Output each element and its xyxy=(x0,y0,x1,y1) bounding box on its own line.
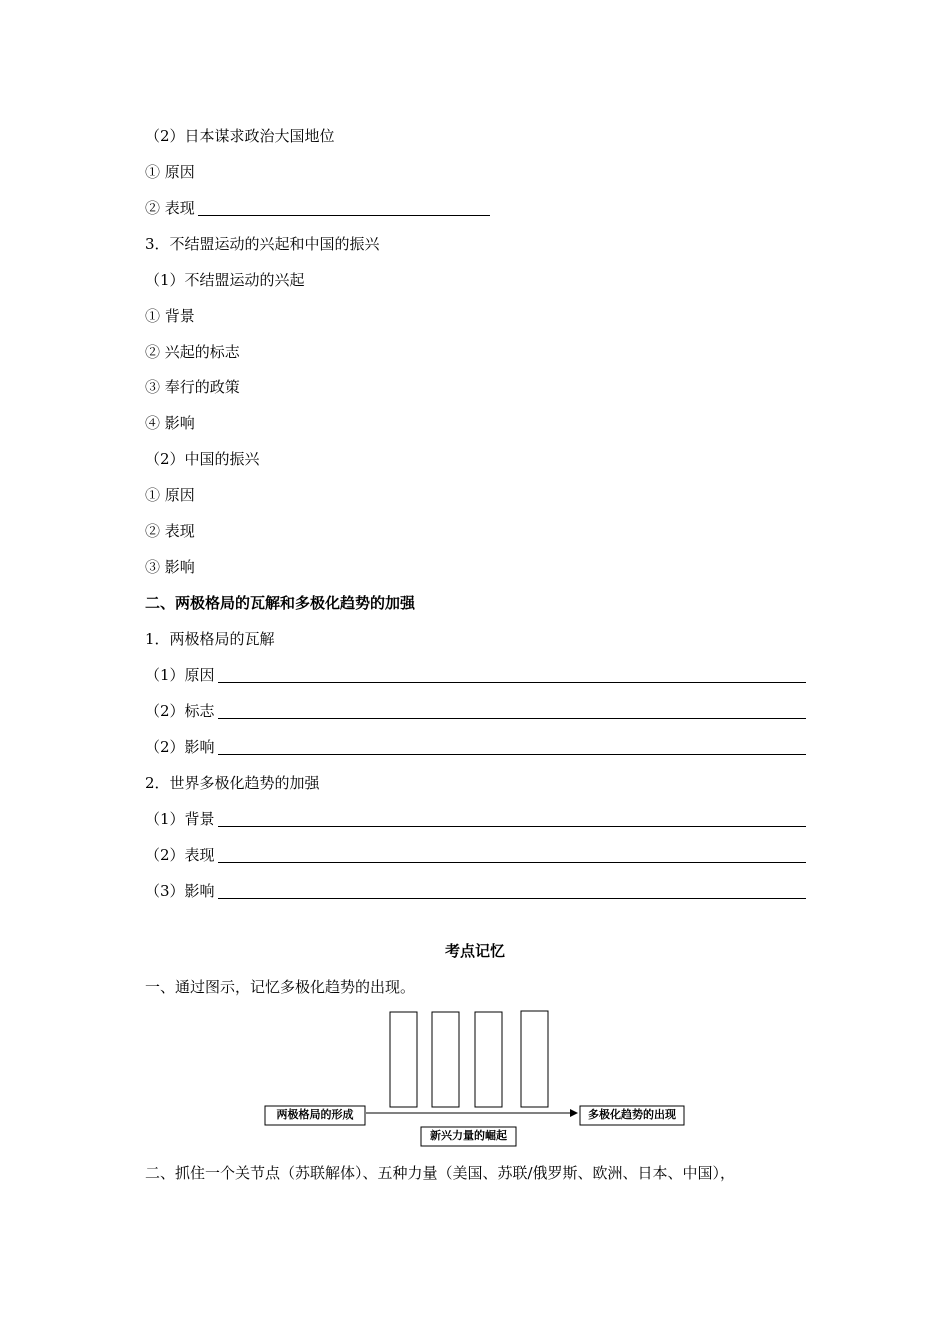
china-manifestation-label: ② 表现 xyxy=(145,522,195,540)
pillar-1 xyxy=(390,1012,417,1107)
memory-item-1: 一、通过图示，记忆多极化趋势的出现。 xyxy=(145,978,416,996)
japan-manifestation-label: ② 表现 xyxy=(145,199,195,217)
japan-heading: （2）日本谋求政治大国地位 xyxy=(145,127,335,145)
multipolar-background-label: （1）背景 xyxy=(145,810,215,828)
china-reason-label: ① 原因 xyxy=(145,486,195,504)
left-box-label: 两极格局的形成 xyxy=(276,1108,354,1121)
right-box-label: 多极化趋势的出现 xyxy=(588,1108,676,1121)
pillar-3 xyxy=(475,1012,502,1107)
bipolar-impact-label: （2）影响 xyxy=(145,738,215,756)
memory-item-2: 二、抓住一个关节点（苏联解体）、五种力量（美国、苏联/俄罗斯、欧洲、日本、中国）， xyxy=(145,1164,736,1182)
nam-impact-label: ④ 影响 xyxy=(145,414,195,432)
multipolar-impact-label: （3）影响 xyxy=(145,882,215,900)
bottom-box-label: 新兴力量的崛起 xyxy=(430,1129,507,1142)
bipolar-reason-label: （1）原因 xyxy=(145,666,215,684)
pillar-4 xyxy=(521,1011,548,1107)
nam-heading: 3．不结盟运动的兴起和中国的振兴 xyxy=(145,235,380,253)
bipolar-sign-label: （2）标志 xyxy=(145,702,215,720)
arrow-head xyxy=(570,1109,578,1117)
japan-reason-label: ① 原因 xyxy=(145,163,195,181)
pillar-2 xyxy=(432,1012,459,1107)
multipolar-heading: 2．世界多极化趋势的加强 xyxy=(145,774,320,792)
bipolar-collapse-heading: 1．两极格局的瓦解 xyxy=(145,630,275,648)
nam-sign-label: ② 兴起的标志 xyxy=(145,343,240,361)
multipolar-manifestation-label: （2）表现 xyxy=(145,846,215,864)
china-subheading: （2）中国的振兴 xyxy=(145,450,260,468)
memory-title: 考点记忆 xyxy=(444,942,505,960)
nam-policy-label: ③ 奉行的政策 xyxy=(145,378,240,396)
nam-subheading: （1）不结盟运动的兴起 xyxy=(145,271,305,289)
china-impact-label: ③ 影响 xyxy=(145,558,195,576)
section-two-heading: 二、两极格局的瓦解和多极化趋势的加强 xyxy=(145,594,416,612)
nam-background-label: ① 背景 xyxy=(145,307,195,325)
